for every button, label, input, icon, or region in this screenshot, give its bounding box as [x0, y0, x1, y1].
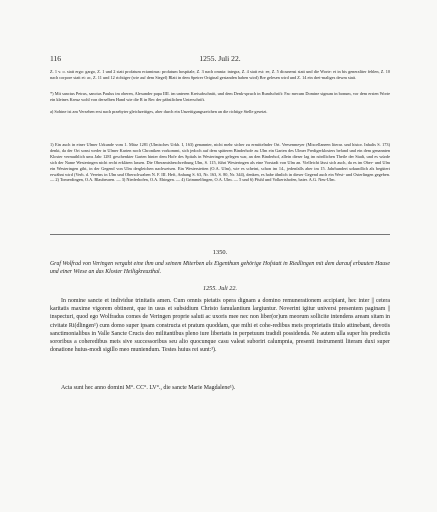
actum-line — [50, 384, 390, 392]
page-header — [50, 54, 390, 64]
charter-text — [50, 297, 390, 354]
document-regest: Graf Wolfrad von Veringen vergabt eine ihm und seinem Miterben als Eigenthum gehörige Hofstatt in Riedlingen mit dem darauf erbauten Hause und einer Wiese an das Kloster Heiligkreuzthal. — [50, 261, 390, 275]
footnote-place-names: 1) Ein auch in einer Ulmer Urkunde vom 1. März 1281 (Ulmisches Urkb. I, 163) genannter, nicht mehr sicher zu ermittelnder Ort. Veesenmeyer (Miscellaneen literar. und histor. Inhalts S. 173) denkt, da der Ort sonst weder in Ulmer Karten noch Chroniken vorkommt, sich jedoch auf dem späteren Binderhofe zu Ulm ein Garten des Ulmer Predigerklosters befand und ein dem genannten Kloster vermuthlich ums Jahr 1281 geschenkter Garten hinter dem Hofe des Spitals in Westeringen gelegen war, an den Binderhof, allein dieser lag im nördlichen Theile der Stadt, und es würde sich der Name Westeringen nicht recht erklären lassen. Die Oberamtsbeschreibung Ulm, S. 115, führt Westeringen als eine Vorstadt von Ulm an. Vielleicht lässt sich auch, da es im Ober- und Ulm ein Westeringen gibt, in der Gegend von Ulm dergleichen nachweisen. Ein Westerstetten (O.A. Ulm), wie es scheint, schon im 14., jedenfalls aber im 15. Jahrhundert urkundlich als begütert erwähnt wird (Verh. d. Vereins in Ulm und Oberschwaben N. F. III. Heft, Anhang S. 63, Nr. 163, S. 80, Nr. 344), denken, es habe ähnlich in dieser Gegend auch ein West- und Osterlingen gegeben. — 2) Tomerdingen, O.A. Blaubeuren. — 3) Niederhofen, O.A. Ehingen. — 4) Grimmelfingen, O.A. Ulm. — 5 und 6) Pfuhl und Volkertshofen, baier. A.G. Neu-Ulm. — [50, 142, 390, 183]
section-divider — [50, 234, 390, 235]
footnote-correction: a) Sobine ist am Versehen erst nach praebyter gleichzeitiges, aber durch ein Unzeitigungszeichen an die richtige Stelle gesetzt. — [50, 109, 268, 114]
charter-text-content: In nomine sancte et individue trinitatis amen. Cum omnis pietatis opera dignam a domino remunerationem accipiant, hec inter || cetera karitatis maxime vigorem obtinent, que in usus et subsidium Christo famulantium largiuntur. Noverint igitur universi presentem paginam || inspecturi, quod ego Wolfradus comes de Veringen proprie saluti ac uxoris mee nec non liber(or)um meorum sollicite intendens aream sitam in civitate Ri(dlingen¹) cum domo super ipsam constructa et pratum quoddam, que mihi et cohe-redibus meis proprietatis titulo attinebant, devotis sanctimonialibus in Valle Sancte Crucis deo militantibus pleno iure libertatis in perpetuum tradidi possidenda. Ne autem ulla super his predictis sororibus a coheredibus meis sive successoribus seu alio quocunque casu valeat suboriri calumpnia, presenti instrumenti literam duxi super donatione huius-modi sigillo meo muniendum. Testes huius rei sunt:³). — [50, 298, 390, 354]
actum-text: Acta sunt hec anno domini M°. CC°. LV°., die sancte Marie Magdalene¹). — [61, 385, 236, 391]
running-head: 1255. Juli 22. — [199, 54, 241, 63]
document-number: 1350. — [212, 249, 228, 256]
footnote-seal: *) Mit sanctus Petrus, sanctus Paulus im oberen, Alexander papa IIII. im unteren Kreisabschnitt, und dem Denk-spruch in Rundschrift: Fac mecum Domine signum in bonum, vor dem ersten Worte ein kleines Kreuz wohl von derselben Hand wie die R in Rec der päbstlichen Unterschrift. — [50, 91, 390, 102]
page-number: 116 — [50, 54, 62, 63]
footnote-text-variants: Z. 1 v. o. statt ergo: gargo, Z. 1 und 2 statt profatum eciaminus: profatum hospitale, Z. 3 nach omnia: integra, Z. 4 statt est: ee, Z. 5 dicunensi statt und die Worte: et in bis generaliter fehlen, Z. 10 nach corpore statt et: ac, Z. 11 und 12 richtiger (wie auf dem Siegel) Blatt in dem Speirer Original gestanden haben wird) Bre gelesen wird und Z. 14 ein drei-maliges dewm statt. — [50, 69, 390, 80]
document-date: 1255. Juli 22. — [202, 285, 238, 292]
